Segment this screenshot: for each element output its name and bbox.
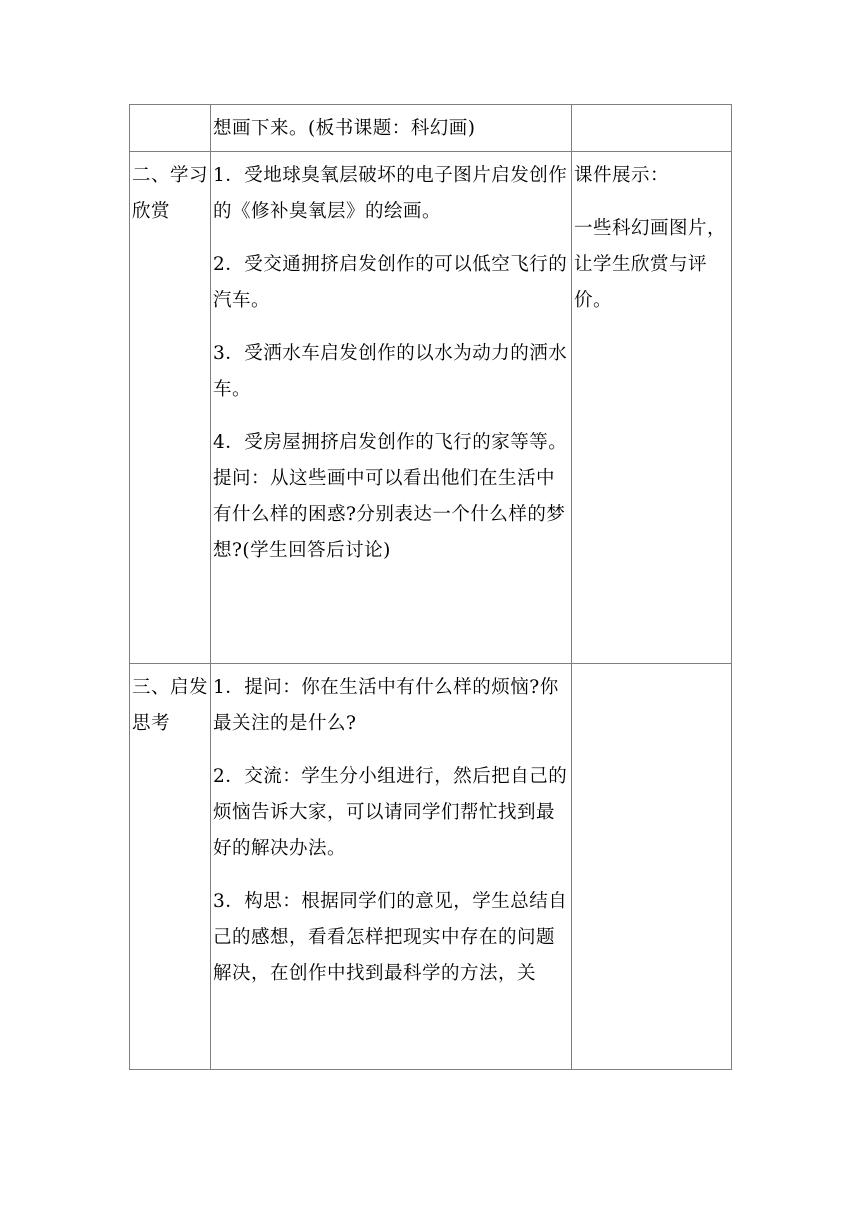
stage-cell — [130, 105, 211, 152]
content-cell — [211, 105, 572, 152]
content-cell — [211, 152, 572, 664]
content-paragraph: 3．构思：根据同学们的意见，学生总结自己的感想，看看怎样把现实中存在的问题解决，在创作中找到最科学的方法，关 — [213, 891, 568, 984]
content-paragraph: 3．受洒水车启发创作的以水为动力的洒水车。 — [213, 343, 568, 400]
content-cell — [211, 664, 572, 1070]
lesson-plan-table — [129, 104, 732, 1070]
content-paragraph: 2．受交通拥挤启发创作的可以低空飞行的汽车。 — [213, 254, 568, 311]
stage-cell: 三、启发思考 — [130, 664, 211, 1070]
content-paragraph: 2．交流：学生分小组进行，然后把自己的烦恼告诉大家，可以请同学们帮忙找到最好的解决办法。 — [213, 766, 568, 859]
table-row — [130, 152, 732, 664]
content-paragraph: 1．受地球臭氧层破坏的电子图片启发创作的《修补臭氧层》的绘画。 — [213, 165, 568, 222]
table-row — [130, 664, 732, 1070]
content-paragraph: 想画下来。(板书课题：科幻画) — [213, 118, 476, 139]
content-paragraph: 1．提问：你在生活中有什么样的烦恼?你最关注的是什么? — [213, 677, 559, 734]
media-cell — [572, 664, 732, 1070]
media-description: 一些科幻画图片，让学生欣赏与评价。 — [574, 218, 727, 311]
content-paragraph: 4．受房屋拥挤启发创作的飞行的家等等。提问：从这些画中可以看出他们在生活中有什么样的困惑?分别表达一个什么样的梦想?(学生回答后讨论) — [213, 432, 568, 561]
media-cell — [572, 152, 732, 664]
media-cell — [572, 105, 732, 152]
media-title: 课件展示： — [574, 165, 670, 186]
stage-cell: 二、学习欣赏 — [130, 152, 211, 664]
table-row — [130, 105, 732, 152]
